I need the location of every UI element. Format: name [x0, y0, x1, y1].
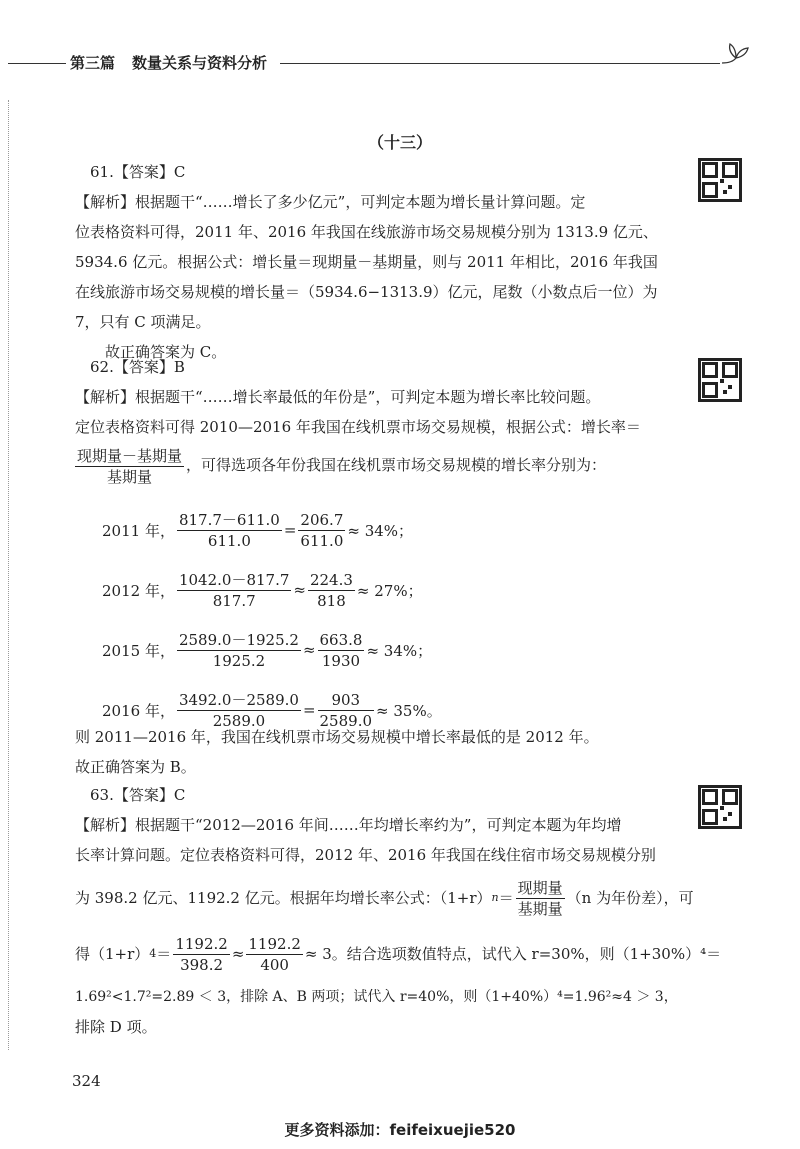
q61-answer: 61.【答案】C — [90, 163, 186, 181]
q61-analysis-line: 5934.6 亿元。根据公式：增长量＝现期量－基期量，则与 2011 年相比，2016 年我国 — [75, 253, 658, 271]
q61-block — [75, 157, 675, 367]
q63-block — [75, 780, 722, 1042]
q62-formula-line: $\frac{\text{现期量－基期量}}{\text{基期量}}$ ，可得选项各年份我国在线机票市场交易规模的增长率分别为： — [77, 446, 607, 486]
q61-analysis-line: 【解析】根据题干“……增长了多少亿元”，可判定本题为增长量计算问题。定 — [75, 193, 586, 211]
margin-dotted-line — [8, 100, 9, 1050]
q63-analysis-line: 排除 D 项。 — [75, 1018, 157, 1036]
growth-rate-formula: $\frac{\text{现期量－基期量}}{\text{基期量}}$ — [77, 446, 183, 486]
q62-block — [75, 352, 675, 488]
q61-conclusion: 故正确答案为 C。 — [105, 343, 227, 361]
q63-calc-line: 得（1+r） 4 ＝ $\frac{1192.2}{398.2}$ ≈ $\frac{1192.2}{400}$ ≈ 3。结合选项数值特点，试代入 r=30%，则（1+30%）⁴＝ — [75, 934, 722, 974]
calc-row: 2012 年， $\frac{1042.0-817.7}{817.7}$ ≈ $\frac{224.3}{818}$ ≈ 27%； — [102, 570, 423, 610]
q62-answer: 62.【答案】B — [90, 358, 185, 376]
q63-analysis-line: 1.69²<1.7²=2.89 ＜ 3，排除 A、B 两项；试代入 r=40%，则（1+40%）⁴=1.96²≈4 ＞ 3， — [75, 989, 678, 1005]
q62-conclusion: 故正确答案为 B。 — [75, 758, 196, 776]
q63-answer: 63.【答案】C — [90, 786, 186, 804]
q62-analysis-line: 【解析】根据题干“……增长率最低的年份是”，可判定本题为增长率比较问题。 — [75, 388, 601, 406]
q61-analysis-line: 位表格资料可得，2011 年、2016 年我国在线旅游市场交易规模分别为 1313.9 亿元、 — [75, 223, 658, 241]
q63-formula-line: 为 398.2 亿元、1192.2 亿元。根据年均增长率公式：（1+r） n ＝ $\frac{\text{现期量}}{\text{基期量}}$ （n 为年份差），可 — [75, 878, 694, 918]
q63-analysis-line: 【解析】根据题干“2012—2016 年间……年均增长率约为”，可判定本题为年均增 — [75, 816, 622, 834]
q62-summary-block — [75, 722, 675, 782]
qr-code-icon — [698, 785, 742, 829]
section-title: （十三） — [367, 133, 432, 152]
promo-text: 更多资料添加：feifeixuejie520 — [284, 1121, 516, 1139]
header-part: 第三篇 — [70, 54, 116, 72]
calc-row: 2011 年， $\frac{817.7-611.0}{611.0}$ = $\frac{206.7}{611.0}$ ≈ 34%； — [102, 510, 414, 550]
page-number: 324 — [72, 1072, 101, 1090]
calc-row: 2016 年， $\frac{3492.0-2589.0}{2589.0}$ = $\frac{903}{2589.0}$ ≈ 35%。 — [102, 690, 442, 730]
q62-calc-table — [102, 500, 442, 740]
q62-analysis-line: 定位表格资料可得 2010—2016 年我国在线机票市场交易规模，根据公式：增长率＝ — [75, 418, 641, 436]
header-rule-right — [280, 63, 720, 64]
header-rule-left — [8, 63, 66, 64]
q62-summary: 则 2011—2016 年，我国在线机票市场交易规模中增长率最低的是 2012 年。 — [75, 728, 599, 746]
sprout-icon — [718, 38, 752, 72]
calc-row: 2015 年， $\frac{2589.0-1925.2}{1925.2}$ ≈ $\frac{663.8}{1930}$ ≈ 34%； — [102, 630, 433, 670]
q61-analysis-line: 在线旅游市场交易规模的增长量＝（5934.6−1313.9）亿元，尾数（小数点后一位）为 — [75, 283, 658, 301]
qr-code-icon — [698, 358, 742, 402]
q63-analysis-line: 长率计算问题。定位表格资料可得，2012 年、2016 年我国在线住宿市场交易规模分别 — [75, 846, 656, 864]
qr-code-icon — [698, 158, 742, 202]
header-title: 数量关系与资料分析 — [132, 54, 268, 72]
q61-analysis-line: 7，只有 C 项满足。 — [75, 313, 211, 331]
